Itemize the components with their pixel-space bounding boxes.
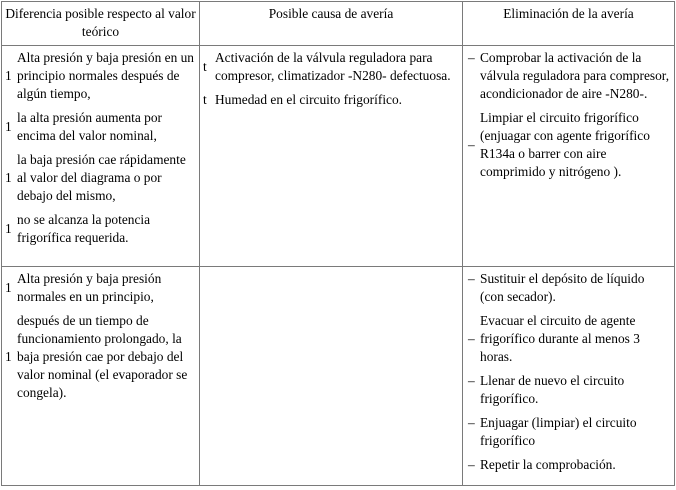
- remedy-text: Evacuar el circuito de agente frigorífico durante al menos 3 horas.: [480, 313, 640, 364]
- bullet-marker: 1: [5, 280, 12, 295]
- list-item: [463, 456, 674, 474]
- remedy-cell: [463, 46, 675, 267]
- list-item: [2, 312, 199, 402]
- list-item: [2, 109, 199, 145]
- header-difference: Diferencia posible respecto al valor teórico: [2, 2, 200, 46]
- cause-cell: [200, 46, 463, 267]
- dash-marker: –: [468, 271, 475, 286]
- cause-text: Activación de la válvula reguladora para compresor, climatizador -N280- defectuosa.: [215, 50, 451, 83]
- dash-marker: –: [468, 331, 475, 346]
- bullet-marker: 1: [5, 349, 12, 364]
- difference-text: la baja presión cae rápidamente al valor del diagrama o por debajo del mismo,: [17, 152, 186, 203]
- bullet-marker: 1: [5, 170, 12, 185]
- header-row: [2, 2, 675, 46]
- difference-text: Alta presión y baja presión en un principio normales después de algún tiempo,: [17, 50, 195, 101]
- dash-marker: –: [468, 137, 475, 152]
- list-item: [463, 312, 674, 366]
- list-item: [2, 211, 199, 247]
- dash-marker: –: [468, 415, 475, 430]
- bullet-marker: 1: [5, 221, 12, 236]
- remedy-text: Enjuagar (limpiar) el circuito frigorífico: [480, 415, 637, 448]
- bullet-marker: 1: [5, 119, 12, 134]
- dash-marker: –: [468, 50, 475, 65]
- list-item: [463, 414, 674, 450]
- header-remedy: Eliminación de la avería: [463, 2, 675, 46]
- list-item: [2, 270, 199, 306]
- fault-diagnosis-table: [1, 1, 675, 486]
- remedy-text: Comprobar la activación de la válvula reguladora para compresor, acondicionador de aire -N280-.: [480, 50, 670, 101]
- remedy-text: Llenar de nuevo el circuito frigorífico.: [480, 373, 625, 406]
- remedy-text: Repetir la comprobación.: [480, 457, 616, 472]
- list-item: [2, 49, 199, 103]
- list-item: [463, 270, 674, 306]
- list-item: [200, 91, 462, 109]
- difference-text: después de un tiempo de funcionamiento prolongado, la baja presión cae por debajo del valor nominal (el evaporador se congela).: [17, 313, 188, 400]
- difference-text: Alta presión y baja presión normales en un principio,: [17, 271, 162, 304]
- cause-cell-empty: [200, 267, 463, 486]
- bullet-marker: 1: [5, 68, 12, 83]
- bullet-marker: t: [203, 59, 207, 74]
- remedy-text: Limpiar el circuito frigorífico (enjuagar con agente frigorífico R134a o barrer con aire comprimido y nitrógeno ).: [480, 110, 650, 179]
- difference-text: no se alcanza la potencia frigorífica requerida.: [17, 212, 151, 245]
- table-row: [2, 46, 675, 267]
- header-cause: Posible causa de avería: [200, 2, 463, 46]
- list-item: [463, 372, 674, 408]
- difference-cell: [2, 46, 200, 267]
- difference-cell: [2, 267, 200, 486]
- list-item: [200, 49, 462, 85]
- dash-marker: –: [468, 373, 475, 388]
- list-item: [463, 109, 674, 181]
- cause-text: Humedad en el circuito frigorífico.: [215, 92, 403, 107]
- list-item: [2, 151, 199, 205]
- list-item: [463, 49, 674, 103]
- dash-marker: –: [468, 457, 475, 472]
- remedy-cell: [463, 267, 675, 486]
- difference-text: la alta presión aumenta por encima del valor nominal,: [17, 110, 163, 143]
- bullet-marker: t: [203, 92, 207, 107]
- table-row: [2, 267, 675, 486]
- remedy-text: Sustituir el depósito de líquido (con secador).: [480, 271, 645, 304]
